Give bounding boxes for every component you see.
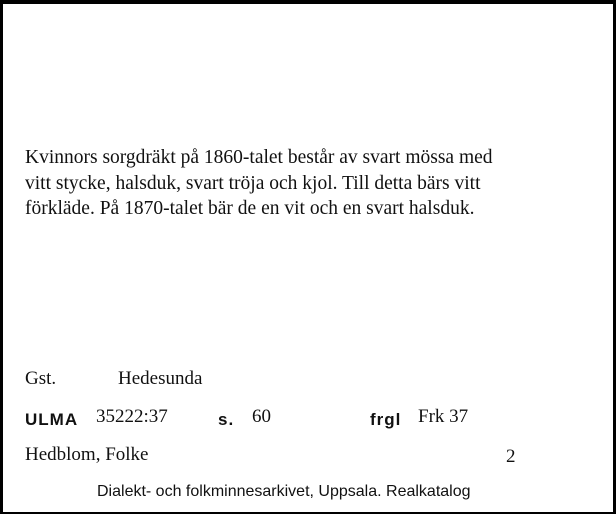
card-border-left: [0, 0, 3, 514]
description-text: [25, 145, 585, 222]
ulma-value: 35222:37: [96, 406, 168, 427]
location-label: Gst.: [25, 368, 57, 389]
archive-footer: Dialekt- och folkminnesarkivet, Uppsala. Realkatalog: [97, 483, 471, 500]
frgl-value: Frk 37: [418, 406, 469, 427]
card-border-top: [0, 0, 616, 4]
description-line: Kvinnors sorgdräkt på 1860-talet består av svart mössa med: [25, 147, 493, 168]
page-label: s.: [218, 410, 235, 429]
frgl-label: frgl: [370, 410, 402, 429]
description-line: vitt stycke, halsduk, svart tröja och kjol. Till detta bärs vitt: [25, 172, 481, 194]
description-line: förkläde. På 1870-talet bär de en vit och en svart halsduk.: [25, 198, 475, 219]
informant-name: Hedblom, Folke: [25, 444, 149, 465]
ulma-label: ULMA: [25, 410, 79, 429]
card-number: 2: [506, 446, 516, 467]
location-value: Hedesunda: [118, 368, 203, 389]
page-value: 60: [252, 406, 271, 427]
